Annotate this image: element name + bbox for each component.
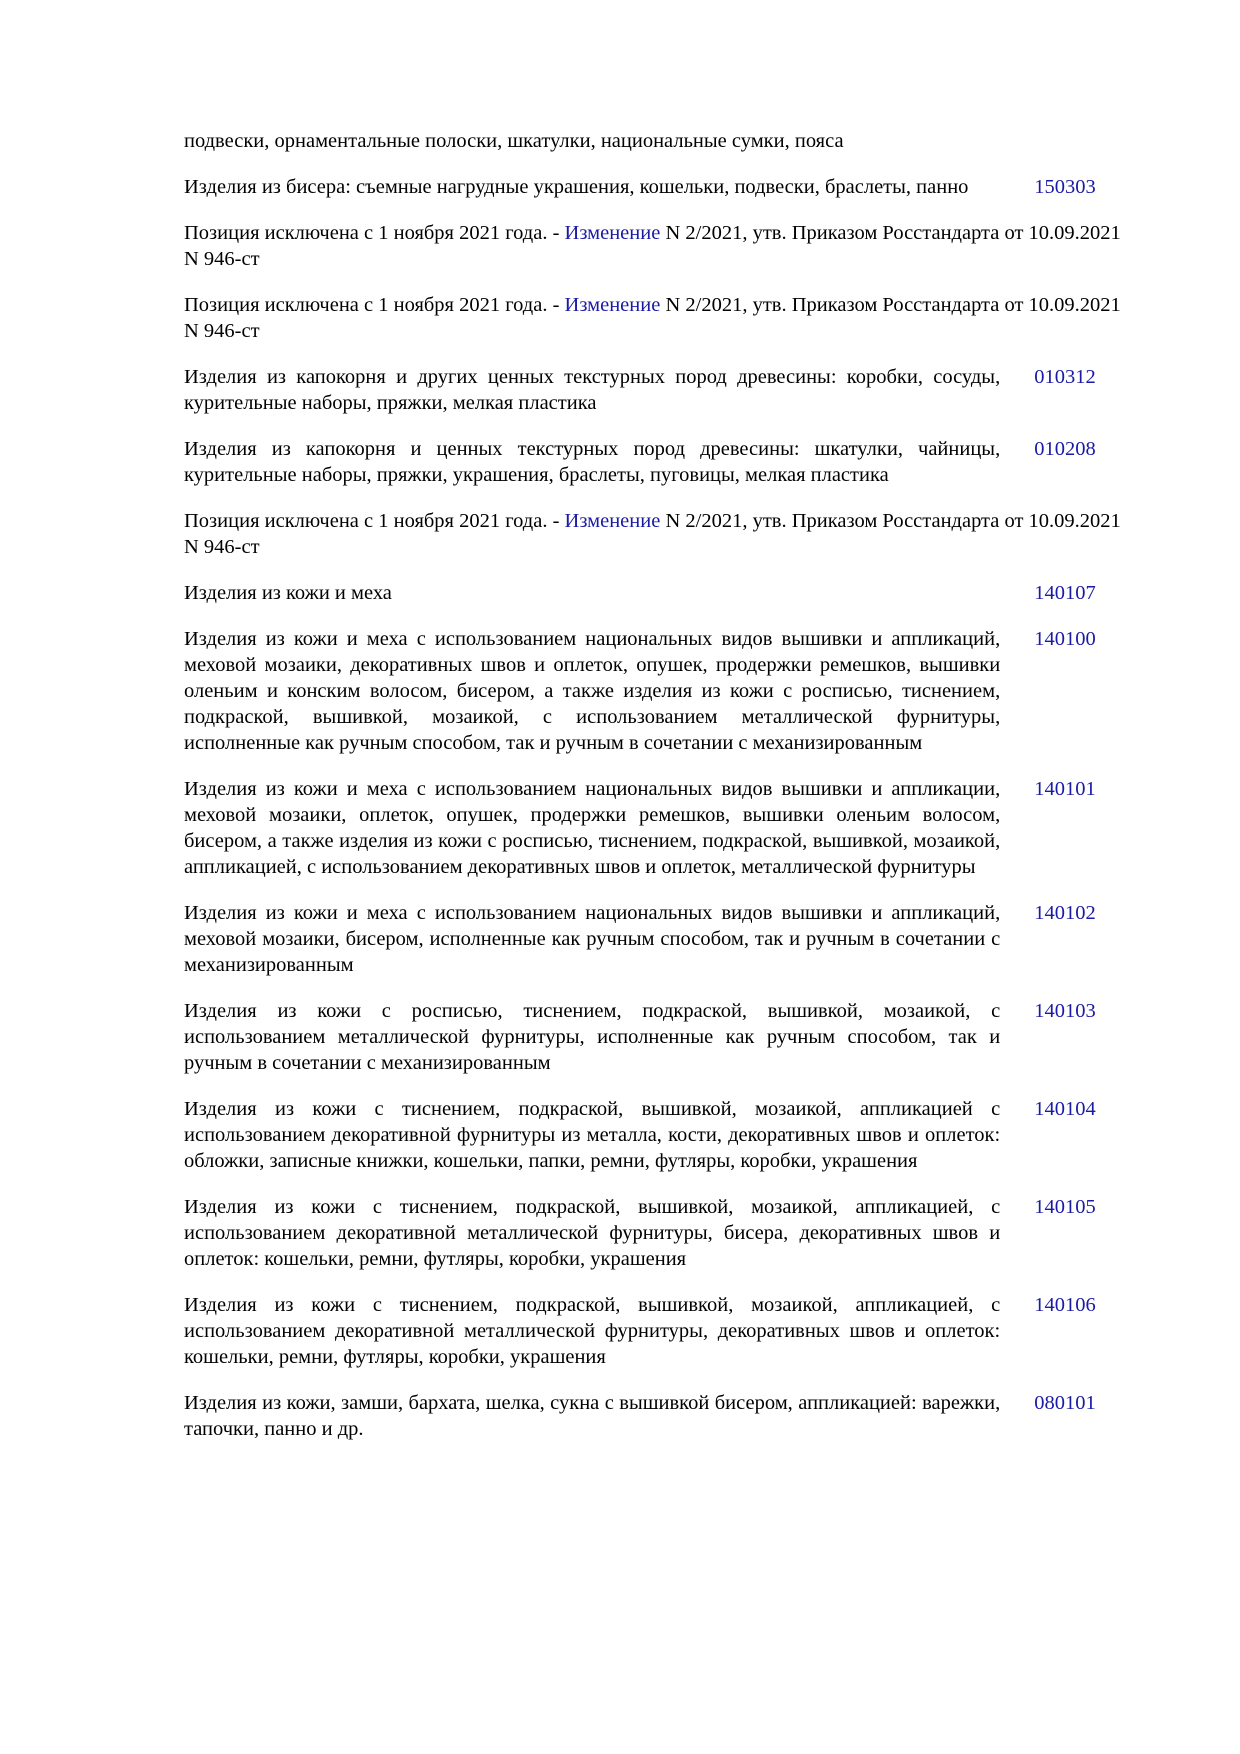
classifier-row xyxy=(184,1390,1124,1442)
excluded-note xyxy=(184,292,1124,344)
row-code: 140101 xyxy=(1034,778,1096,800)
row-description: Изделия из кожи с тиснением, подкраской, вышивкой, мозаикой, аппликацией с использованием декоративной фурнитуры из металла, кости, декоративных швов и оплеток: обложки, записные книжки, кошельки, папки, ремни, футляры, коробки, украшения xyxy=(184,1098,1001,1172)
row-description: подвески, орнаментальные полоски, шкатулки, национальные сумки, пояса xyxy=(184,130,844,152)
row-description: Изделия из капокорня и других ценных текстурных пород древесины: коробки, сосуды, курительные наборы, пряжки, мелкая пластика xyxy=(184,366,1001,414)
row-code: 140100 xyxy=(1034,628,1096,650)
row-description: Изделия из бисера: съемные нагрудные украшения, кошельки, подвески, браслеты, панно xyxy=(184,176,969,198)
classifier-row xyxy=(184,626,1124,756)
classifier-row xyxy=(184,580,1124,606)
excluded-row xyxy=(184,220,1124,272)
continued-row xyxy=(184,128,1124,154)
classifier-row xyxy=(184,364,1124,416)
excluded-suffix: N 2/2021, утв. Приказом Росстандарта от 10.09.2021 N 946-ст xyxy=(184,294,1121,342)
row-code: 010208 xyxy=(1034,438,1096,460)
excluded-suffix: N 2/2021, утв. Приказом Росстандарта от 10.09.2021 N 946-ст xyxy=(184,222,1121,270)
row-code: 140105 xyxy=(1034,1196,1096,1218)
classifier-row xyxy=(184,998,1124,1076)
classifier-row xyxy=(184,1096,1124,1174)
classifier-row xyxy=(184,1194,1124,1272)
excluded-row xyxy=(184,508,1124,560)
classifier-row xyxy=(184,1292,1124,1370)
row-description: Изделия из кожи с тиснением, подкраской, вышивкой, мозаикой, аппликацией, с использованием декоративной металлической фурнитуры, декоративных швов и оплеток: кошельки, ремни, футляры, коробки, украшения xyxy=(184,1294,1001,1368)
row-description: Изделия из кожи и меха с использованием национальных видов вышивки и аппликации, меховой мозаики, оплеток, опушек, продержки ремешков, вышивки оленьим волосом, бисером, а также изделия из кожи с росписью, тиснением, подкраской, вышивкой, мозаикой, аппликацией, с использованием декоративных швов и оплеток, металлической фурнитуры xyxy=(184,778,1001,878)
classifier-row xyxy=(184,900,1124,978)
row-description: Изделия из кожи и меха с использованием национальных видов вышивки и аппликаций, меховой мозаики, бисером, исполненные как ручным способом, так и ручным в сочетании с механизированным xyxy=(184,902,1001,976)
row-description: Изделия из кожи с росписью, тиснением, подкраской, вышивкой, мозаикой, с использованием металлической фурнитуры, исполненные как ручным способом, так и ручным в сочетании с механизированным xyxy=(184,1000,1001,1074)
amendment-link[interactable]: Изменение xyxy=(564,294,661,316)
amendment-link[interactable]: Изменение xyxy=(564,222,661,244)
row-code: 010312 xyxy=(1034,366,1096,388)
excluded-prefix: Позиция исключена с 1 ноября 2021 года. - xyxy=(184,510,565,532)
row-code: 080101 xyxy=(1034,1392,1096,1414)
amendment-link[interactable]: Изменение xyxy=(564,510,661,532)
excluded-prefix: Позиция исключена с 1 ноября 2021 года. - xyxy=(184,294,565,316)
row-description: Изделия из кожи и меха xyxy=(184,582,392,604)
classifier-row xyxy=(184,174,1124,200)
excluded-row xyxy=(184,292,1124,344)
row-description: Изделия из капокорня и ценных текстурных пород древесины: шкатулки, чайницы, курительные наборы, пряжки, украшения, браслеты, пуговицы, мелкая пластика xyxy=(184,438,1001,486)
row-code: 140104 xyxy=(1034,1098,1096,1120)
classifier-row xyxy=(184,436,1124,488)
row-description: Изделия из кожи с тиснением, подкраской, вышивкой, мозаикой, аппликацией, с использованием декоративной металлической фурнитуры, бисера, декоративных швов и оплеток: кошельки, ремни, футляры, коробки, украшения xyxy=(184,1196,1001,1270)
row-description: Изделия из кожи, замши, бархата, шелка, сукна с вышивкой бисером, аппликацией: варежки, тапочки, панно и др. xyxy=(184,1392,1001,1440)
excluded-note xyxy=(184,220,1124,272)
excluded-suffix: N 2/2021, утв. Приказом Росстандарта от 10.09.2021 N 946-ст xyxy=(184,510,1121,558)
row-code: 140102 xyxy=(1034,902,1096,924)
excluded-prefix: Позиция исключена с 1 ноября 2021 года. - xyxy=(184,222,565,244)
document-page xyxy=(184,128,1124,1462)
row-code: 140107 xyxy=(1034,582,1096,604)
excluded-note xyxy=(184,508,1124,560)
row-description: Изделия из кожи и меха с использованием национальных видов вышивки и аппликаций, меховой мозаики, декоративных швов и оплеток, опушек, продержки ремешков, вышивки оленьим и конским волосом, бисером, а также изделия из кожи с росписью, тиснением, подкраской, вышивкой, мозаикой, с использованием металлической фурнитуры, исполненные как ручным способом, так и ручным в сочетании с механизированным xyxy=(184,628,1001,754)
row-code: 150303 xyxy=(1034,176,1096,198)
row-code: 140106 xyxy=(1034,1294,1096,1316)
row-code: 140103 xyxy=(1034,1000,1096,1022)
classifier-row xyxy=(184,776,1124,880)
